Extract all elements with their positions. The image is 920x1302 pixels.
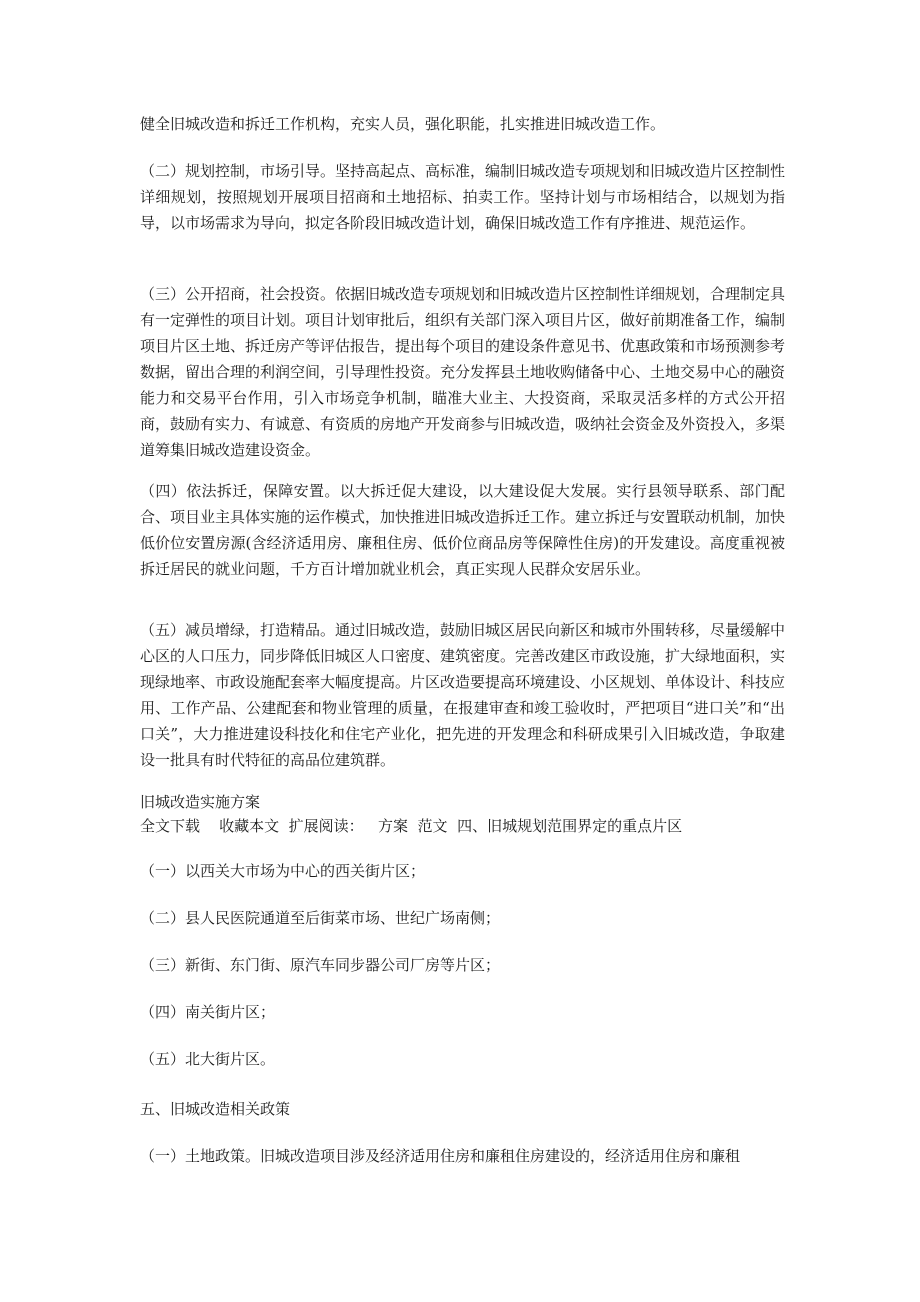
download-link[interactable]: 全文下载 xyxy=(140,817,201,835)
area-item-2: （二）县人民医院通道至后街菜市场、世纪广场南侧； xyxy=(140,909,501,927)
paragraph-5: （五）减员增绿，打造精品。通过旧城改造，鼓励旧城区居民向新区和城市外围转移，尽量缓解中心区的人口压力，同步降低旧城区人口密度、建筑密度。完善改建区市政设施，扩大绿地面积，实现绿地率、市政设施配套率大幅度提高。片区改造要提高环境建设、小区规划、单体设计、科技应用、工作产品、公建配套和物业管理的质量，在报建审查和竣工验收时，严把项目“进口关”和“出口关”，大力推进建设科技化和住宅产业化，把先进的开发理念和科研成果引入旧城改造，争取建设一批具有时代特征的高品位建筑群。 xyxy=(140,621,786,769)
area-item-1: （一）以西关大市场为中心的西关街片区； xyxy=(140,862,426,880)
tag-link-sample[interactable]: 范文 xyxy=(417,817,448,835)
area-item-4: （四）南关街片区； xyxy=(140,1003,276,1021)
tag-link-plan[interactable]: 方案 xyxy=(377,817,408,835)
article-heading: 旧城改造实施方案 xyxy=(140,793,261,811)
area-item-5: （五）北大街片区。 xyxy=(140,1050,276,1068)
favorite-link[interactable]: 收藏本文 xyxy=(219,817,280,835)
section-4-title: 四、旧城规划范围界定的重点片区 xyxy=(457,817,683,835)
paragraph-4: （四）依法拆迁，保障安置。以大拆迁促大建设，以大建设促大发展。实行县领导联系、部门配合、项目业主具体实施的运作模式，加快推进旧城改造拆迁工作。建立拆迁与安置联动机制，加快低价位安置房源(含经济适用房、廉租住房、低价位商品房等保障性住房)的开发建设。高度重视被拆迁居民的就业问题，千方百计增加就业机会，真正实现人民群众安居乐业。 xyxy=(140,482,786,578)
extended-reading-label: 扩展阅读： xyxy=(288,817,364,835)
paragraph-2: （二）规划控制，市场引导。坚持高起点、高标准，编制旧城改造专项规划和旧城改造片区控制性详细规划，按照规划开展项目招商和土地招标、拍卖工作。坚持计划与市场相结合，以规划为指导，以市场需求为导向，拟定各阶段旧城改造计划，确保旧城改造工作有序推进、规范运作。 xyxy=(140,162,786,232)
paragraph-1: 健全旧城改造和拆迁工作机构，充实人员，强化职能，扎实推进旧城改造工作。 xyxy=(140,115,666,133)
area-item-3: （三）新街、东门街、原汽车同步器公司厂房等片区； xyxy=(140,956,501,974)
article-links-line xyxy=(140,813,682,839)
section-5-title: 五、旧城改造相关政策 xyxy=(140,1100,291,1118)
section-5-paragraph: （一）土地政策。旧城改造项目涉及经济适用住房和廉租住房建设的，经济适用住房和廉租 xyxy=(140,1147,741,1165)
paragraph-3: （三）公开招商，社会投资。依据旧城改造专项规划和旧城改造片区控制性详细规划，合理制定具有一定弹性的项目计划。项目计划审批后，组织有关部门深入项目片区，做好前期准备工作，编制项目片区土地、拆迁房产等评估报告，提出每个项目的建设条件意见书、优惠政策和市场预测参考数据，留出合理的利润空间，引导理性投资。充分发挥县土地收购储备中心、土地交易中心的融资能力和交易平台作用，引入市场竞争机制，瞄准大业主、大投资商，采取灵活多样的方式公开招商，鼓励有实力、有诚意、有资质的房地产开发商参与旧城改造，吸纳社会资金及外资投入，多渠道筹集旧城改造建设资金。 xyxy=(140,285,786,459)
